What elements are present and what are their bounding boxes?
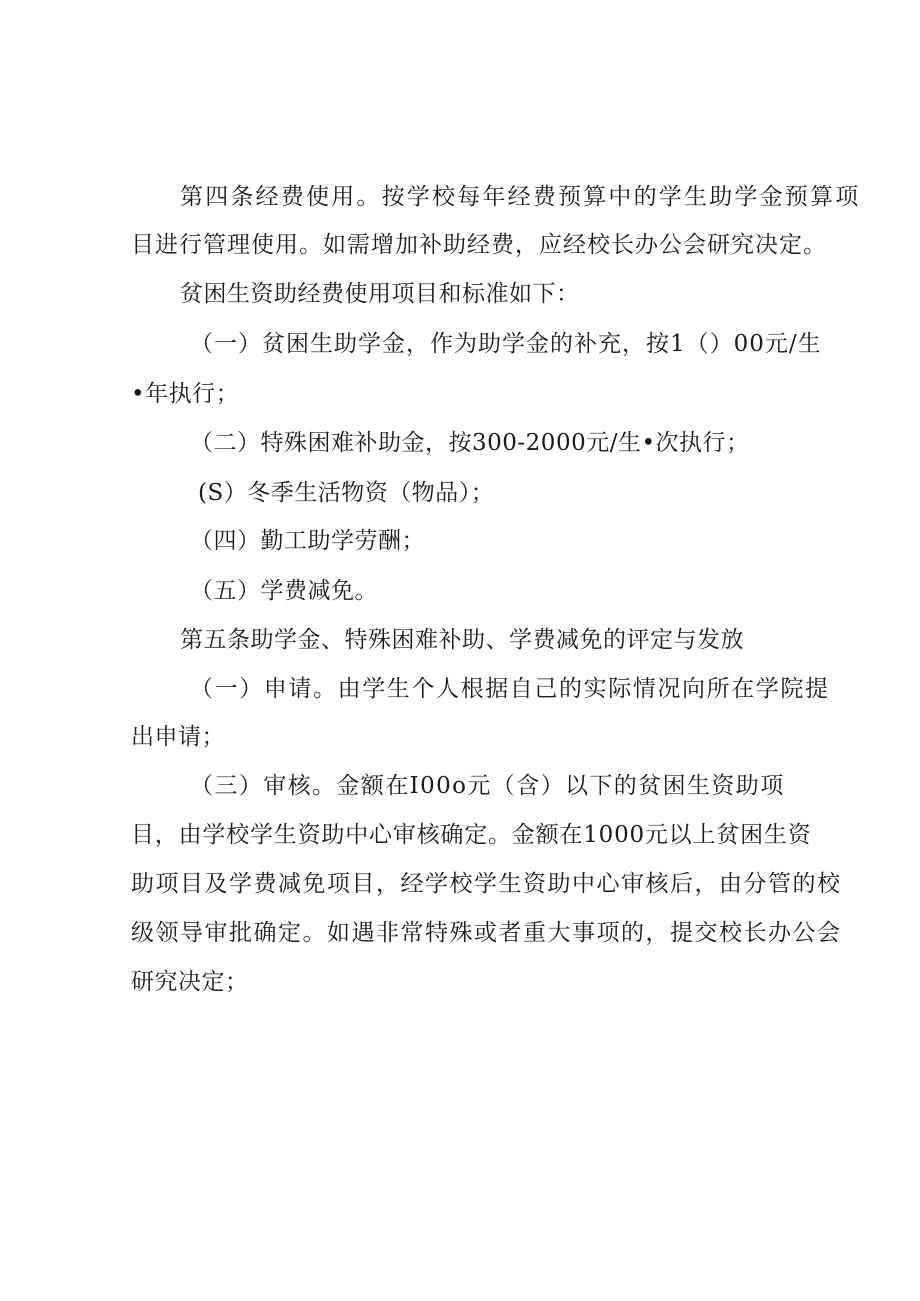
paragraph-review-line-5: 研究决定； <box>131 969 249 995</box>
list-item-2: （二）特殊困难补助金，按300-2000元/生•次执行； <box>190 430 750 456</box>
paragraph-article-4-line-1: 第四条经费使用。按学校每年经费预算中的学生助学金预算项 <box>180 184 861 210</box>
list-item-1-line-1: （一）贫困生助学金，作为助学金的补充，按1（）00元/生 <box>190 331 822 357</box>
paragraph-review-line-1: （三）审核。金额在I00o元（含）以下的贫困生资助项 <box>190 773 785 799</box>
paragraph-application-line-2: 出申请； <box>131 724 225 750</box>
paragraph-article-5-heading: 第五条助学金、特殊困难补助、学费减免的评定与发放 <box>180 627 744 653</box>
list-item-4: （四）勤工助学劳酬； <box>190 528 425 554</box>
paragraph-article-4-line-2: 目进行管理使用。如需增加补助经费，应经校长办公会研究决定。 <box>131 232 827 258</box>
paragraph-review-line-3: 助项目及学费减免项目，经学校学生资助中心审核后，由分管的校 <box>131 871 842 897</box>
paragraph-application-line-1: （一）申请。由学生个人根据自己的实际情况向所在学院提 <box>190 676 830 702</box>
list-item-5: （五）学费减免。 <box>190 578 378 604</box>
paragraph-review-line-4: 级领导审批确定。如遇非常特殊或者重大事项的，提交校长办公会 <box>131 920 842 946</box>
list-item-3: (S）冬季生活物资（物品）； <box>198 480 495 506</box>
paragraph-review-line-2: 目，由学校学生资助中心审核确定。金额在1000元以上贫困生资 <box>131 822 812 848</box>
paragraph-funding-intro: 贫困生资助经费使用项目和标准如下： <box>180 281 580 307</box>
list-item-1-line-2: •年执行； <box>131 381 240 407</box>
